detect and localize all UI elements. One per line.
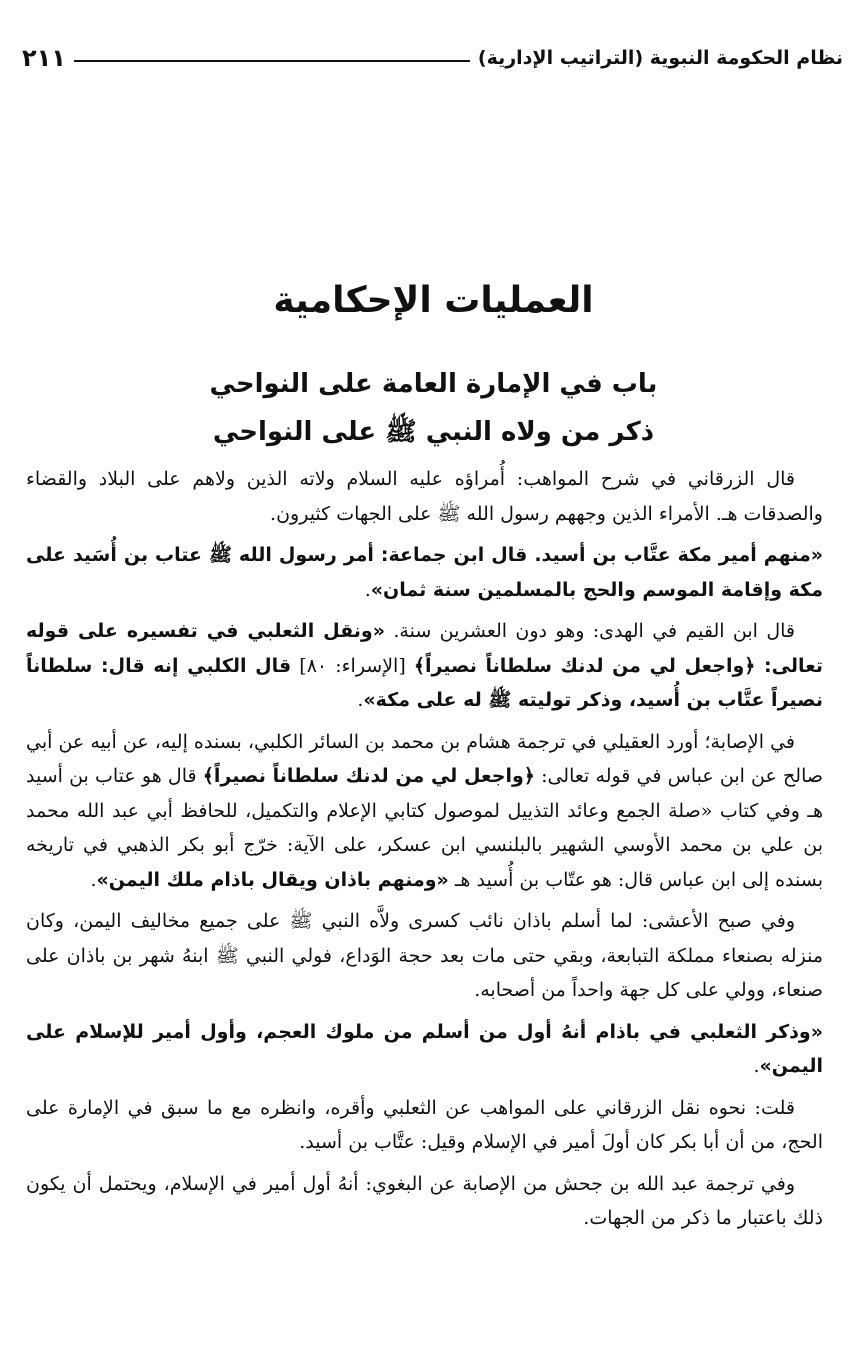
quoted-text: «وذكر الثعلبي في باذام أنهُ أول من أسلم من ملوك العجم، وأول أمير للإسلام على اليمن»: [26, 1020, 823, 1077]
paragraph: [26, 1091, 823, 1160]
paragraph: [26, 725, 823, 898]
paragraph: [26, 614, 823, 718]
header-rule: [74, 60, 470, 62]
running-title: نظام الحكومة النبوية (التراتيب الإدارية): [477, 47, 843, 69]
paragraph-text: قال الزرقاني في شرح المواهب: أُمراؤه عليه السلام ولاته الذين ولاهم على البلاد والقضاء والصدقات هـ. الأمراء الذين وجههم رسول الله ﷺ على الجهات كثيرون.: [26, 468, 823, 525]
paragraph-text: وفي صبح الأعشى: لما أسلم باذان نائب كسرى ولاَّه النبي ﷺ على جميع مخاليف اليمن، وكان منزله بصنعاء مملكة التبابعة، وبقي حتى مات بعد حجة الوَداع، فولي النبي ﷺ ابنهُ شهر بن باذان على صنعاء، وولي على كل جهة واحداً من أصحابه.: [26, 910, 823, 1001]
quoted-text: «ونقل الثعلبي في تفسيره على قوله تعالى: ﴿واجعل لي من لدنك سلطاناً نصيراً﴾: [26, 620, 824, 677]
paragraph-end: .: [90, 868, 97, 891]
paragraph-text: وفي ترجمة عبد الله بن جحش من الإصابة عن البغوي: أنهُ أول أمير في الإسلام، ويحتمل أن يكون ذلك باعتبار ما ذكر من الجهات.: [26, 1172, 823, 1229]
quoted-text: «ومنهم باذان ويقال باذام ملك اليمن»: [96, 868, 449, 891]
subsection-title: ذكر من ولاه النبي ﷺ على النواحي: [212, 417, 655, 447]
paragraph-text: قلت: نحوه نقل الزرقاني على المواهب عن الثعلبي وأقره، وانظره مع ما سبق في الإمارة على الحج، من أن أبا بكر كان أولَ أمير في الإسلام وقيل: عتَّاب بن أسيد.: [26, 1096, 823, 1153]
paragraph: [26, 538, 823, 607]
paragraph: [26, 904, 823, 1008]
quoted-text: «منهم أمير مكة عتَّاب بن أسيد. قال ابن جماعة: أمر رسول الله ﷺ عتاب بن أُسَيد على مكة وإقامة الموسم والحج بالمسلمين سنة ثمان»: [26, 544, 823, 601]
paragraph-text: قال هو عتاب بن أسيد هـ وفي كتاب «صلة الجمع وعائد التذييل لموصول كتابي الإعلام والتكميل، للحافظ أبي عبد الله محمد بن علي بن محمد الأوسي الشهير بالبلنسي ابن عسكر، على الآية: خرّج أبو بكر الذهبي في تاريخه بسنده إلى ابن عباس قال: هو عتّاب بن أُسيد هـ: [26, 765, 823, 891]
quoted-text: قال الكلبي إنه قال: سلطاناً نصيراً عتَّاب بن أُسيد، وذكر توليته ﷺ له على مكة»: [26, 654, 823, 711]
paragraph-text: قال ابن القيم في الهدى: وهو دون العشرين سنة.: [385, 620, 795, 642]
paragraph-end: .: [364, 578, 371, 601]
chapter-title: العمليات الإحكامية: [273, 280, 594, 321]
section-title: باب في الإمارة العامة على النواحي: [209, 369, 658, 399]
paragraph: [26, 1015, 823, 1084]
page-number: ٢١١: [22, 44, 66, 72]
paragraph-end: .: [753, 1055, 760, 1077]
verse-reference: [الإسراء: ٨٠]: [291, 654, 414, 677]
body-text: [26, 462, 823, 1243]
verse-text: ﴿واجعل لي من لدنك سلطاناً نصيراً﴾: [202, 765, 535, 787]
paragraph-end: .: [357, 689, 364, 711]
paragraph: [26, 462, 823, 531]
paragraph-text: في الإصابة؛ أورد العقيلي في ترجمة هشام بن محمد بن السائر الكلبي، بسنده إليه، عن أبيه عن أبي صالح عن ابن عباس في قوله تعالى:: [26, 730, 823, 787]
running-header: [22, 38, 843, 72]
paragraph: [26, 1167, 823, 1236]
